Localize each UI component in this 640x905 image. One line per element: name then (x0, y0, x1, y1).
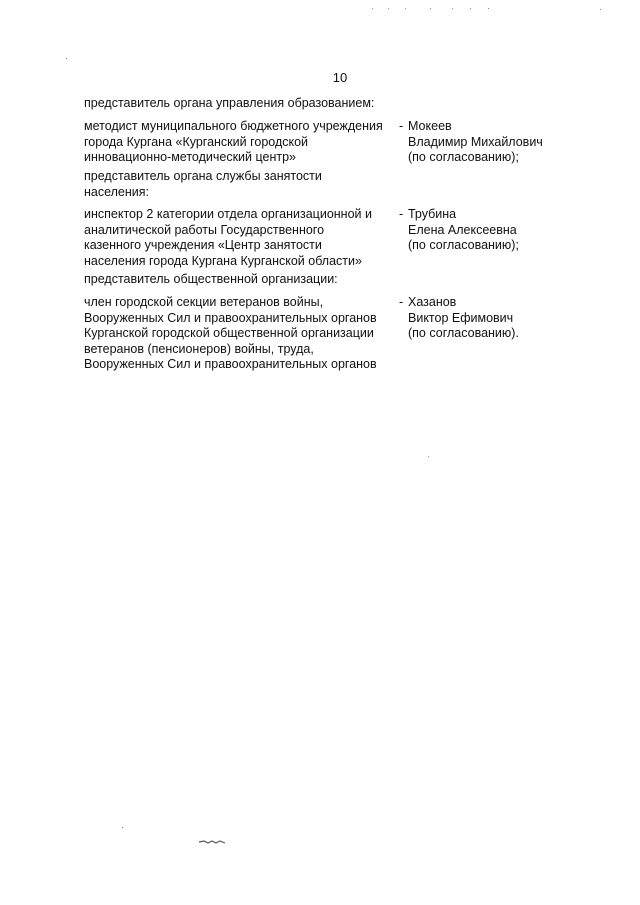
member-position (84, 119, 402, 166)
member-note: (по согласованию). (408, 326, 519, 340)
scan-artifact (372, 8, 373, 9)
scan-artifact (600, 9, 601, 10)
member-person (399, 295, 549, 342)
scan-artifact (122, 827, 123, 828)
member-surname: Трубина (408, 207, 457, 221)
member-given-names: Елена Алексеевна (408, 222, 517, 237)
member-position (84, 207, 402, 269)
scan-artifact (66, 58, 67, 59)
scan-artifact (428, 456, 429, 457)
position-line: член городской секции ветеранов войны, (84, 295, 324, 309)
member-surname: Хазанов (408, 295, 457, 309)
heading-line: населения: (84, 184, 150, 199)
position-line: Вооруженных Сил и правоохранительных органов (84, 357, 377, 371)
position-line: города Кургана «Курганский городской (84, 134, 309, 149)
position-line: казенного учреждения «Центр занятости (84, 238, 322, 252)
member-given-names: Виктор Ефимович (408, 310, 514, 325)
section-heading-education: представитель органа управления образованием: (84, 96, 375, 110)
section-heading-employment (84, 169, 322, 200)
member-position (84, 295, 402, 373)
scan-scribble-mark (198, 838, 228, 846)
position-line: Курганской городской общественной организации (84, 326, 374, 340)
scan-artifact (388, 8, 389, 9)
position-line: инновационно-методический центр» (84, 150, 296, 164)
position-line: ветеранов (пенсионеров) войны, труда, (84, 341, 314, 356)
member-given-names: Владимир Михайлович (408, 134, 543, 149)
scan-artifact (488, 8, 489, 9)
heading-line: представитель органа службы занятости (84, 169, 322, 183)
member-note: (по согласованию); (408, 238, 519, 252)
position-line: инспектор 2 категории отдела организационной и (84, 207, 372, 221)
position-line: Вооруженных Сил и правоохранительных органов (84, 310, 377, 325)
member-person (399, 119, 549, 166)
page-number: 10 (332, 70, 348, 85)
member-person (399, 207, 549, 254)
position-line: населения города Кургана Курганской области» (84, 253, 362, 268)
scan-artifact (452, 8, 453, 9)
scan-artifact (405, 8, 406, 9)
member-surname: Мокеев (408, 119, 452, 133)
member-note: (по согласованию); (408, 150, 519, 164)
dash-mark: - (399, 295, 404, 309)
dash-mark: - (399, 119, 404, 133)
position-line: аналитической работы Государственного (84, 222, 325, 237)
scan-artifact (470, 8, 471, 9)
dash-mark: - (399, 207, 404, 221)
position-line: методист муниципального бюджетного учреждения (84, 119, 383, 133)
section-heading-public-organization: представитель общественной организации: (84, 272, 338, 286)
scan-artifact (430, 8, 431, 9)
